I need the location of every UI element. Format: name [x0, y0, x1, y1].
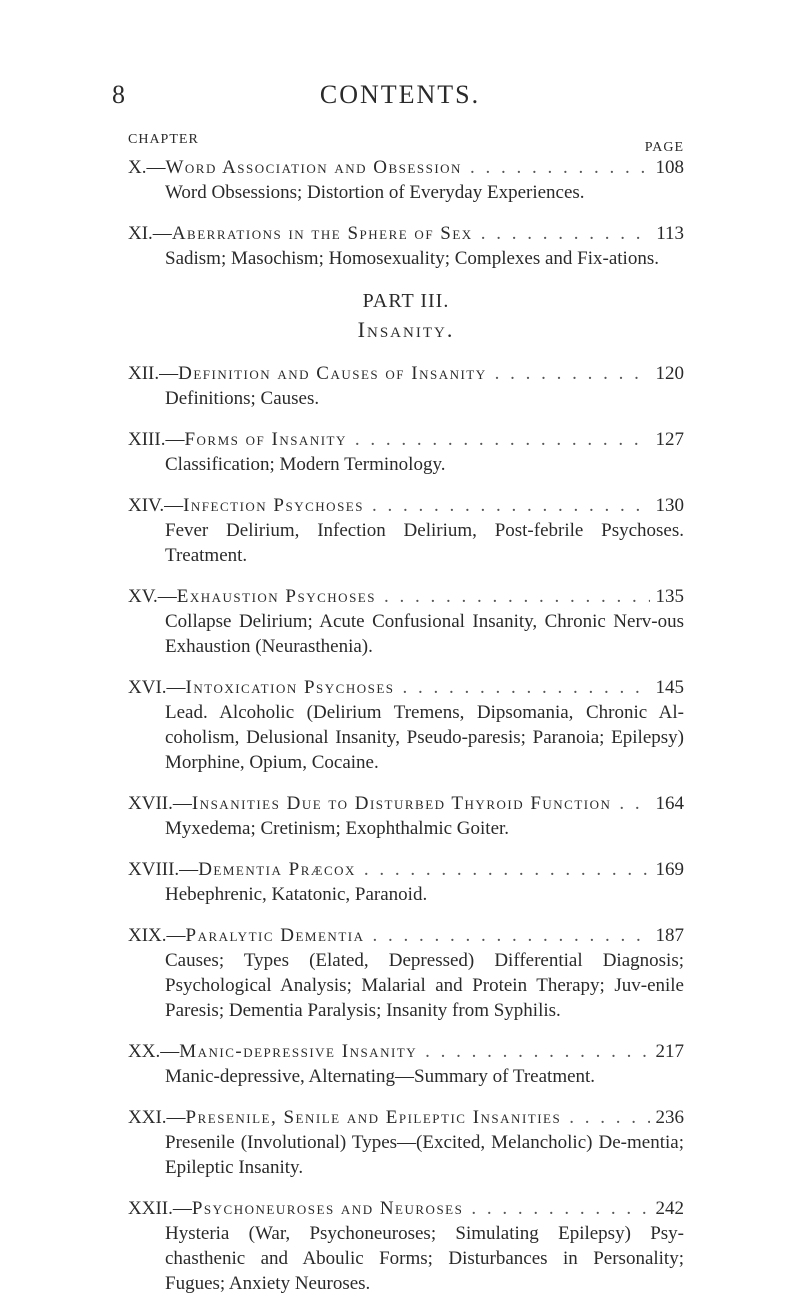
- chapter-title: Insanities Due to Disturbed Thyroid Function: [191, 793, 612, 814]
- dot-leader: [425, 1039, 649, 1064]
- dot-leader: [495, 361, 650, 386]
- chapter-summary: Lead. Alcoholic (Delirium Tremens, Dipsomania, Chronic Al-coholism, Delusional Insanity, Pseudo-paresis; Paranoia; Epilepsy) Morphine, Opium, Cocaine.: [165, 702, 684, 773]
- toc-entry-line: [128, 361, 684, 386]
- toc-entry-line: [128, 857, 684, 882]
- page-header: [0, 80, 800, 116]
- toc-entry-line: [128, 1196, 684, 1221]
- chapter-title: Aberrations in the Sphere of Sex: [171, 223, 473, 244]
- toc-entry-line: [128, 427, 684, 452]
- toc-entry-line: [128, 155, 684, 180]
- toc-list: [128, 155, 684, 1312]
- chapter-page: 108: [655, 157, 684, 178]
- chapter-title: Word Association and Obsession: [165, 157, 462, 178]
- toc-entry: [128, 857, 684, 907]
- toc-entry-line: [128, 923, 684, 948]
- part-title: Insanity.: [357, 317, 455, 342]
- toc-entry: [128, 1105, 684, 1180]
- chapter-summary: Collapse Delirium; Acute Confusional Insanity, Chronic Nerv-ous Exhaustion (Neurasthenia).: [165, 611, 684, 657]
- chapter-summary: Word Obsessions; Distortion of Everyday Experiences.: [165, 182, 585, 203]
- chapter-summary: Hysteria (War, Psychoneuroses; Simulating Epilepsy) Psy-chasthenic and Aboulic Forms; Disturbances in Personality; Fugues; Anxiety Neuroses.: [165, 1223, 684, 1294]
- chapter-number: XXII.—: [128, 1198, 192, 1219]
- chapter-page: 217: [655, 1041, 684, 1062]
- dot-leader: [470, 155, 650, 180]
- chapter-page: 164: [655, 793, 684, 814]
- part-label: PART III.: [362, 290, 450, 312]
- chapter-number: XVIII.—: [128, 859, 199, 880]
- page-column-label: PAGE: [644, 140, 684, 155]
- dot-leader: [355, 427, 650, 452]
- toc-entry-line: [128, 1039, 684, 1064]
- toc-entry: [128, 1039, 684, 1089]
- toc-entry: [128, 361, 684, 411]
- chapter-page: 236: [655, 1107, 684, 1128]
- toc-entry: [128, 675, 684, 775]
- chapter-page: 169: [655, 859, 684, 880]
- toc-entry: [128, 493, 684, 568]
- dot-leader: [384, 584, 650, 609]
- chapter-number: XI.—: [128, 223, 172, 244]
- chapter-number: XVII.—: [128, 793, 192, 814]
- dot-leader: [471, 1196, 649, 1221]
- chapter-summary: Causes; Types (Elated, Depressed) Differential Diagnosis; Psychological Analysis; Malarial and Protein Therapy; Juv-enile Paresis; Dementia Paralysis; Insanity from Syphilis.: [165, 950, 684, 1021]
- chapter-number: XXI.—: [128, 1107, 186, 1128]
- toc-entry: [128, 427, 684, 477]
- chapter-title: Exhaustion Psychoses: [176, 586, 376, 607]
- chapter-summary: Sadism; Masochism; Homosexuality; Complexes and Fix-ations.: [165, 248, 659, 269]
- dot-leader: [372, 923, 649, 948]
- toc-entry-line: [128, 791, 684, 816]
- dot-leader: [372, 493, 650, 518]
- chapter-summary: Presenile (Involutional) Types—(Excited, Melancholic) De-mentia; Epileptic Insanity.: [165, 1132, 684, 1178]
- toc-entry: [128, 791, 684, 841]
- chapter-title: Presenile, Senile and Epileptic Insanities: [185, 1107, 562, 1128]
- dot-leader: [481, 221, 651, 246]
- chapter-title: Psychoneuroses and Neuroses: [191, 1198, 464, 1219]
- chapter-page: 242: [655, 1198, 684, 1219]
- chapter-page: 187: [655, 925, 684, 946]
- dot-leader: [364, 857, 650, 882]
- toc-entry: [128, 221, 684, 271]
- toc-entry: [128, 155, 684, 205]
- chapter-summary: Fever Delirium, Infection Delirium, Post-febrile Psychoses. Treatment.: [165, 520, 684, 566]
- chapter-page: 130: [655, 495, 684, 516]
- chapter-page: 120: [655, 363, 684, 384]
- chapter-page: 113: [656, 223, 684, 244]
- toc-entry-line: [128, 584, 684, 609]
- toc-entry: [128, 1196, 684, 1296]
- chapter-page: 145: [655, 677, 684, 698]
- dot-leader: [619, 791, 649, 816]
- chapter-number: XIX.—: [128, 925, 186, 946]
- chapter-summary: Definitions; Causes.: [165, 388, 320, 409]
- chapter-title: Dementia Præcox: [198, 859, 356, 880]
- chapter-number: XVI.—: [128, 677, 186, 698]
- chapter-title: Definition and Causes of Insanity: [178, 363, 487, 384]
- chapter-title: Infection Psychoses: [183, 495, 364, 516]
- chapter-summary: Hebephrenic, Katatonic, Paranoid.: [165, 884, 428, 905]
- dot-leader: [403, 675, 650, 700]
- chapter-summary: Myxedema; Cretinism; Exophthalmic Goiter.: [165, 818, 510, 839]
- chapter-number: XX.—: [128, 1041, 180, 1062]
- toc-entry-line: [128, 675, 684, 700]
- page-number: 8: [112, 80, 127, 109]
- chapter-title: Paralytic Dementia: [185, 925, 365, 946]
- chapter-number: X.—: [128, 157, 166, 178]
- chapter-number: XV.—: [128, 586, 177, 607]
- toc-entry-line: [128, 493, 684, 518]
- chapter-number: XIII.—: [128, 429, 185, 450]
- chapter-column-label: CHAPTER: [128, 132, 199, 147]
- chapter-page: 135: [655, 586, 684, 607]
- toc-entry-line: [128, 1105, 684, 1130]
- toc-entry: [128, 584, 684, 659]
- toc-entry-line: [128, 221, 684, 246]
- part-heading: [128, 287, 684, 345]
- chapter-summary: Classification; Modern Terminology.: [165, 454, 446, 475]
- chapter-number: XII.—: [128, 363, 179, 384]
- chapter-title: Forms of Insanity: [184, 429, 347, 450]
- chapter-page: 127: [655, 429, 684, 450]
- chapter-title: Manic-depressive Insanity: [179, 1041, 418, 1062]
- page-title: CONTENTS.: [319, 80, 481, 109]
- chapter-title: Intoxication Psychoses: [185, 677, 395, 698]
- toc-entry: [128, 923, 684, 1023]
- chapter-summary: Manic-depressive, Alternating—Summary of Treatment.: [165, 1066, 596, 1087]
- chapter-number: XIV.—: [128, 495, 184, 516]
- dot-leader: [569, 1105, 649, 1130]
